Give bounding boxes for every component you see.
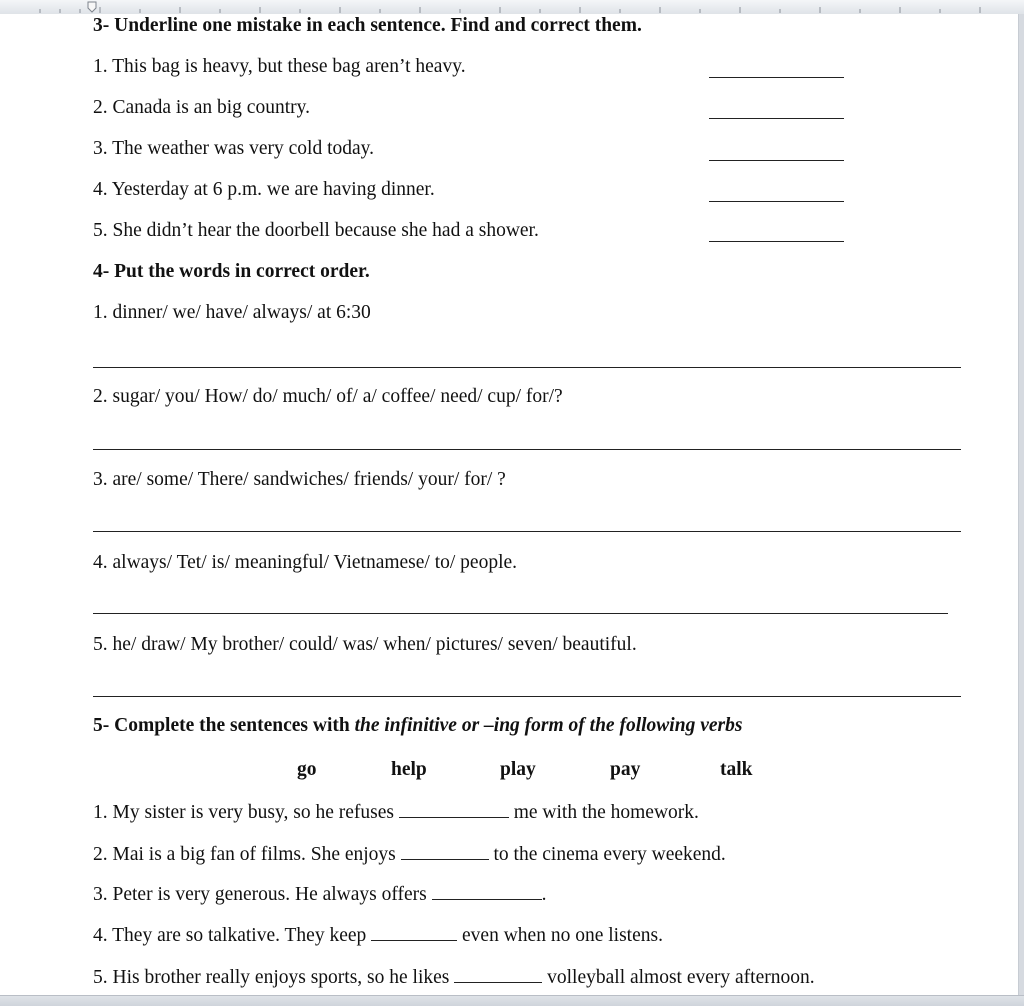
verb-talk: talk bbox=[720, 759, 753, 780]
verb-pay: pay bbox=[610, 759, 641, 780]
s4-item-5: 5. he/ draw/ My brother/ could/ was/ when/ pictures/ seven/ beautiful. bbox=[93, 634, 637, 655]
s5-item-2-after: to the cinema every weekend. bbox=[488, 844, 726, 865]
s5-blank-1[interactable] bbox=[399, 799, 509, 818]
s4-answer-line-3[interactable] bbox=[93, 531, 961, 532]
s4-item-3: 3. are/ some/ There/ sandwiches/ friends/ your/ for/ ? bbox=[93, 469, 506, 490]
section-5-heading bbox=[93, 715, 742, 737]
s4-answer-line-2[interactable] bbox=[93, 449, 961, 450]
s5-item-3-before: 3. Peter is very generous. He always offers bbox=[93, 884, 432, 905]
s3-answer-blank-2[interactable] bbox=[709, 118, 844, 119]
s4-item-1: 1. dinner/ we/ have/ always/ at 6:30 bbox=[93, 302, 371, 323]
verb-play: play bbox=[500, 759, 536, 780]
s4-answer-line-4[interactable] bbox=[93, 613, 948, 614]
s5-blank-4[interactable] bbox=[371, 922, 457, 941]
s5-item-3-after: . bbox=[541, 884, 547, 905]
s3-item-4: 4. Yesterday at 6 p.m. we are having dinner. bbox=[93, 179, 435, 200]
s3-answer-blank-5[interactable] bbox=[709, 241, 844, 242]
s5-item-3 bbox=[93, 881, 547, 906]
s5-item-1-after: me with the homework. bbox=[508, 802, 699, 823]
s3-answer-blank-4[interactable] bbox=[709, 201, 844, 202]
s3-item-1: 1. This bag is heavy, but these bag aren’t heavy. bbox=[93, 56, 466, 77]
s5-blank-5[interactable] bbox=[454, 964, 542, 983]
s5-item-1-before: 1. My sister is very busy, so he refuses bbox=[93, 802, 399, 823]
verb-go: go bbox=[297, 759, 317, 780]
vertical-scrollbar[interactable] bbox=[1019, 14, 1024, 996]
s5-item-1 bbox=[93, 799, 699, 824]
section-4-heading: 4- Put the words in correct order. bbox=[93, 261, 370, 282]
s5-item-5 bbox=[93, 964, 815, 989]
verb-help: help bbox=[391, 759, 427, 780]
s4-item-4: 4. always/ Tet/ is/ meaningful/ Vietnamese/ to/ people. bbox=[93, 552, 518, 573]
s3-item-3: 3. The weather was very cold today. bbox=[93, 138, 375, 159]
s5-item-2 bbox=[93, 841, 726, 866]
s5-item-4-before: 4. They are so talkative. They keep bbox=[93, 925, 372, 946]
bottom-status-bar bbox=[0, 995, 1024, 1006]
s3-answer-blank-3[interactable] bbox=[709, 160, 844, 161]
ruler bbox=[0, 0, 1024, 15]
s3-item-2: 2. Canada is an big country. bbox=[93, 97, 310, 118]
s5-item-4 bbox=[93, 922, 663, 947]
section-5-heading-italic: the infinitive or –ing form of the following verbs bbox=[354, 715, 743, 736]
indent-marker-icon[interactable] bbox=[88, 2, 96, 12]
s4-answer-line-1[interactable] bbox=[93, 367, 961, 368]
s3-item-5: 5. She didn’t hear the doorbell because she had a shower. bbox=[93, 220, 539, 241]
section-3-heading: 3- Underline one mistake in each sentence. Find and correct them. bbox=[93, 15, 642, 36]
document-page bbox=[0, 14, 1019, 996]
s5-item-5-before: 5. His brother really enjoys sports, so he likes bbox=[93, 967, 455, 988]
s5-item-2-before: 2. Mai is a big fan of films. She enjoys bbox=[93, 844, 401, 865]
s3-answer-blank-1[interactable] bbox=[709, 77, 844, 78]
s4-item-2: 2. sugar/ you/ How/ do/ much/ of/ a/ coffee/ need/ cup/ for/? bbox=[93, 386, 563, 407]
s5-item-5-after: volleyball almost every afternoon. bbox=[542, 967, 815, 988]
section-5-heading-bold: 5- Complete the sentences with bbox=[93, 715, 355, 736]
s4-answer-line-5[interactable] bbox=[93, 696, 961, 697]
s5-item-4-after: even when no one listens. bbox=[457, 925, 663, 946]
s5-blank-3[interactable] bbox=[432, 881, 542, 900]
s5-blank-2[interactable] bbox=[401, 841, 489, 860]
ruler-ticks bbox=[0, 0, 1024, 14]
